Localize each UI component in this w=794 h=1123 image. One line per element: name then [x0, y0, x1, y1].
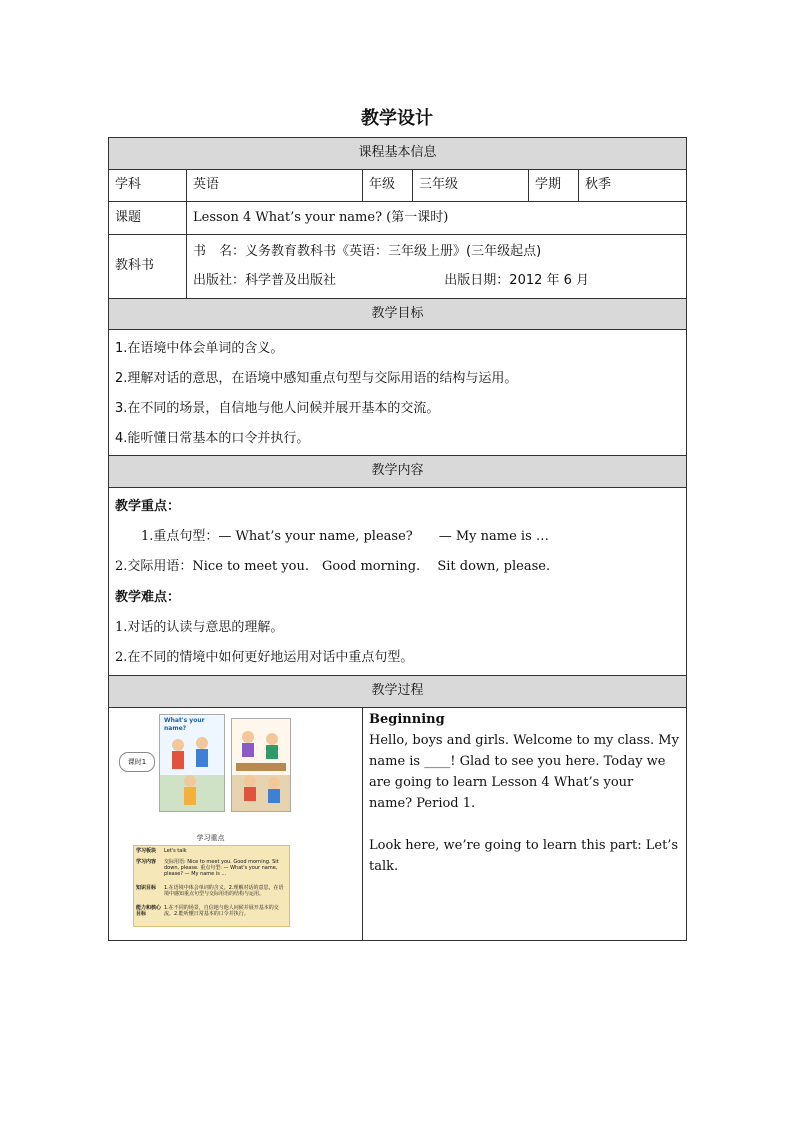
card-row	[134, 859, 289, 883]
publisher: 出版社：科学普及出版社	[193, 272, 337, 288]
key-point-1: 1.重点句型：— What’s your name, please? — My name is …	[141, 529, 549, 544]
section-header-process: 教学过程	[109, 676, 687, 708]
difficult-points-heading: 教学难点：	[115, 589, 181, 605]
term-label: 学期	[529, 170, 579, 202]
card-row-value: 1.在不同的场景，自信地与他人问候并展开基本的交流。2.能听懂日常基本的口令并执行。	[164, 905, 279, 917]
section-header-basic-info: 课程基本信息	[109, 138, 687, 170]
dialogue-scene-left	[159, 714, 225, 812]
lesson-plan-table	[108, 137, 687, 941]
topic-label: 课题	[109, 202, 187, 235]
lesson-bubble: 课时1	[119, 752, 155, 772]
process-heading: Beginning	[369, 712, 445, 727]
topic-value: Lesson 4 What’s your name? (第一课时)	[187, 202, 687, 235]
textbook-label: 教科书	[109, 235, 187, 299]
publish-date: 出版日期：2012 年 6 月	[444, 272, 590, 288]
lesson-illustration	[115, 712, 295, 936]
process-text-cell	[363, 708, 687, 941]
card-row-value: 1.在语境中体会单词的含义。2.理解对话的意思，在语境中感知重点句型与交际用语的结构与运用。	[164, 885, 284, 897]
card-row-key: 学习内容	[136, 859, 157, 865]
content-body	[109, 488, 687, 676]
grade-label: 年级	[363, 170, 413, 202]
difficult-point-1: 1.对话的认读与意思的理解。	[115, 619, 284, 635]
process-paragraph-1: Hello, boys and girls. Welcome to my class. My name is ____! Glad to see you here. Today we are going to learn Lesson 4 What’s your name? Period 1.	[369, 733, 679, 812]
book-name: 书 名：义务教育教科书《英语：三年级上册》(三年级起点)	[193, 244, 542, 260]
card-row-key: 学习板块	[136, 848, 157, 854]
key-point-2: 2.交际用语：Nice to meet you. Good morning. Sit down, please.	[115, 559, 551, 575]
process-paragraph-2: Look here, we’re going to learn this part: Let’s talk.	[369, 838, 679, 875]
card-row	[134, 848, 289, 858]
objective-item: 1.在语境中体会单词的含义。	[115, 340, 284, 356]
study-focus-title: 学习重点	[196, 834, 225, 842]
dialogue-scene-right	[231, 718, 291, 812]
card-row-key: 能力和核心目标	[136, 905, 162, 917]
card-row-value: 交际用语: Nice to meet you. Good morning. Sit down, please. 重点句型: — What's your name, please? — My name is ...	[164, 859, 279, 877]
objective-item: 4.能听懂日常基本的口令并执行。	[115, 431, 310, 447]
cartoon-classroom-icon	[232, 719, 290, 811]
process-illustration-cell	[109, 708, 363, 941]
objective-item: 2.理解对话的意思，在语境中感知重点句型与交际用语的结构与运用。	[115, 370, 518, 386]
objectives-list	[109, 330, 687, 456]
section-header-objectives: 教学目标	[109, 299, 687, 330]
cartoon-children-icon	[160, 715, 224, 811]
objective-item: 3.在不同的场景，自信地与他人问候并展开基本的交流。	[115, 401, 440, 416]
key-points-heading: 教学重点：	[115, 498, 181, 514]
publisher-row	[193, 273, 680, 289]
term-value: 秋季	[579, 170, 687, 202]
grade-value: 三年级	[413, 170, 529, 202]
card-row	[134, 905, 289, 923]
subject-label: 学科	[109, 170, 187, 202]
section-header-content: 教学内容	[109, 456, 687, 488]
study-focus-card	[133, 845, 290, 927]
card-row	[134, 885, 289, 903]
difficult-point-2: 2.在不同的情境中如何更好地运用对话中重点句型。	[115, 650, 414, 665]
subject-value: 英语	[187, 170, 363, 202]
card-row-key: 知识目标	[136, 885, 157, 891]
textbook-info	[187, 235, 687, 299]
card-row-value: Let's talk	[164, 848, 187, 854]
scene-banner: What's your name?	[164, 717, 205, 732]
page-title: 教学设计	[361, 108, 433, 129]
